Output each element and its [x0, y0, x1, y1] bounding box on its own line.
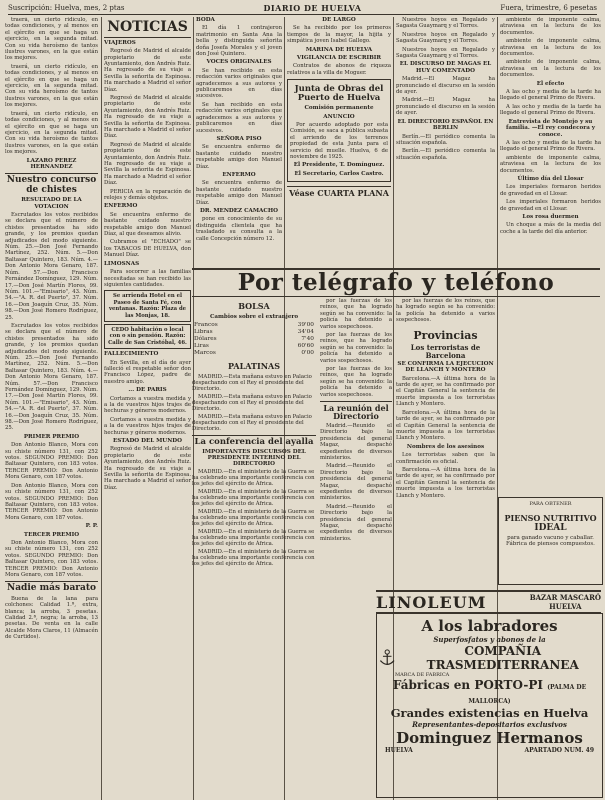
notice-label: ANUNCIO	[323, 113, 355, 120]
ad-headline: Nadie más barato	[6, 583, 97, 594]
currency-value: 39'00	[297, 322, 314, 328]
ad-subline: Superfosfatos y abonos de la	[433, 635, 546, 644]
item-heading: Último día del Llosar	[517, 175, 584, 182]
currency-name: Francos	[194, 322, 218, 328]
item-heading: MARINA DE HUELVA	[305, 46, 373, 53]
item-heading: LIMOSNAS	[104, 260, 140, 267]
article-text: traerá, un cierto ridículo, en todas condiciones, y al menos en el ejército en que se haga un ejercicio, en la segunda mitad. Con su vida heroísmo de tantos ilustres varones, en la que están los mejores.	[5, 110, 98, 156]
item-heading: VIGILANCIA DE ESCRIBIR	[296, 55, 382, 62]
provinces-headline: Provincias	[413, 328, 478, 342]
news-text: MADRID.—En el ministerio de la Guerra se ha celebrado una importante conferencia con los jefes del ejército de África.	[192, 468, 315, 487]
news-text: Nuestros hoyos en Regalado y Sagasta Guaymarq y el Torres.	[396, 17, 495, 30]
anchor-icon	[377, 647, 397, 669]
ad-kicker: PARA OBTENER	[529, 501, 572, 507]
news-text: Barcelona.—A última hora de la tarde de ayer, se ha confirmado por el Capitán General la sentencia de muerte impuesta a los terroristas Llanch y Montero.	[396, 409, 495, 442]
see-page-note: Véase CUARTA PLANA	[287, 186, 391, 197]
news-text: Madrid.—El Magaz ha pronunciado el discurso en la sesión de ayer.	[396, 76, 495, 96]
news-text: En Sevilla, en el día de ayer falleció el respetable señor don Francisco López, padre de nuestro amigo.	[104, 359, 191, 385]
prize-heading: TERCER PREMIO	[23, 531, 80, 538]
news-text: ambiente de imponente calma, atraviesa en la lectura de los documentos.	[500, 59, 601, 79]
news-text: A las ocho y media de la tarde ha llegado el general Primo de Rivera.	[500, 139, 601, 153]
news-text: Los imperiales formaron heridos de gravedad en el Llosar.	[500, 199, 601, 212]
table-row	[192, 350, 316, 357]
item-heading: BODA	[196, 17, 215, 23]
column-5	[396, 17, 495, 265]
table-row	[192, 329, 316, 336]
news-text: Para socorrer a las familias necesitadas se han recibido las siguientes cantidades.	[104, 269, 191, 288]
news-text: Un choque a más de la media del coche a la tarde del día anterior.	[500, 222, 601, 235]
news-text: Barcelona.—A última hora de la tarde de ayer, se ha confirmado por el Capitán General la sentencia de muerte impuesta a los terroristas Llanch y Montero.	[396, 375, 495, 408]
notice-text: Por acuerdo adoptado por esta Comisión, se saca a pública subasta el arriendo de los terrenos propiedad de esta Junta para el servicio del muelle. Huelva, 6 de noviembre de 1925.	[290, 121, 388, 160]
currency-value: 7'40	[301, 336, 314, 342]
prize-text: Don Antonio Blanco, Mora con su chiste número 131, con 252 votos. SEGUNDO PREMIO: Don Baltasar Quintero, con 183 votos. TERCER PREMIO: Don Antonio Mora Genaro, con 187 votos.	[5, 442, 98, 481]
news-text: MADRID.—Esta mañana estuvo en Palacio despachando con el Rey el presidente del Directorio.	[192, 414, 312, 432]
article-signature: LAZARO PEREZ HERNANDEZ	[26, 157, 77, 170]
stock-section	[192, 298, 316, 569]
ad-text: Buena de la lana para colchones: Calidad 1.ª, extra, blanca; la arroba, 3 pesetas. Calidad 2.ª, negra; la arroba, 13 pesetas. De venta en la calle Alcalde Mora Claros, 11 (Almacén de Curtidos).	[5, 595, 98, 641]
company-name: COMPAÑIA TRASMEDITERRANEA	[426, 644, 579, 672]
masthead-bar	[8, 2, 597, 15]
news-text: MADRID.—En el ministerio de la Guerra se ha celebrado una importante conferencia con los jefes del ejército de África.	[192, 488, 315, 507]
news-text: MADRID.—En el ministerio de la Guerra se ha celebrado una importante conferencia con los jefes del ejército de África.	[192, 548, 315, 567]
bazar-block	[530, 593, 601, 611]
item-heading: DR. MENDEZ CAMACHO	[199, 207, 279, 214]
item-heading: EL DIRECTORIO ESPAÑOL EN BERLIN	[397, 118, 494, 132]
subscription-info: Suscripción: Huelva, mes, 2 ptas	[8, 4, 125, 12]
news-text: Berlín.—El periódico comenta la situación española.	[396, 148, 495, 161]
item-heading: ESTADO DEL MUNDO	[112, 438, 183, 445]
notice-box	[287, 79, 391, 182]
notice-signature: El Presidente, T. Domínguez.	[293, 162, 385, 169]
news-text: Los terroristas saben que la confirmación es oficial.	[396, 452, 495, 465]
currency-name: Libras	[194, 329, 213, 335]
news-text: Nuestros hoyos en Regalado y Sagasta Guaymarq y el Torres.	[396, 46, 495, 60]
classified-box: CEDO habitación o local con o sin pensión. Razón: Calle de San Cristóbal, 46.	[104, 324, 191, 349]
news-text: ambiente de imponente calma, atraviesa en la lectura de los documentos.	[500, 154, 601, 174]
news-text: Regresó de Madrid el alcalde propietario de este Ayuntamiento, don Andrés Ruiz. Ha regresado de su viaje a Sevilla la señorita de Espinosa. Ha marchado a Madrid el señor Díaz.	[104, 446, 191, 491]
item-heading: EL DISCURSO DE MAGAS EL HUY COMENTADO	[399, 61, 492, 74]
news-text: Madrid.—Reunido el Directorio bajo la presidencia del general Magaz, despachó expedientes de diversos ministerios.	[320, 463, 392, 502]
news-text: Cortamos a vuestra medida y a la de vuestros hijos trajes de hechuras y géneros modernos.	[104, 416, 191, 436]
news-text: Se encuentra enfermo de bastante cuidado nuestro respetable amigo don Manuel Díaz.	[196, 144, 282, 170]
ad-brand-mark: IDEAL	[534, 523, 567, 533]
notice-signature: El Secretario, Carlos Castro.	[294, 170, 384, 177]
newspaper-title: DIARIO DE HUELVA	[263, 3, 362, 13]
news-text: Regresó de Madrid el alcalde propietario de este Ayuntamiento, don Andrés Ruiz. Ha regresado de su viaje a Sevilla la señorita de Espinosa. Ha marchado a Madrid el señor Díaz.	[104, 48, 191, 93]
news-text: pone en conocimiento de su distinguida clientela que ha trasladado su consulta a la calle Concepción número 12.	[196, 216, 282, 242]
telegraph-headline: Por telégrafo y teléfono	[192, 268, 600, 297]
news-text: Cubramos el "ECHADO" se los TABACOS DE HUELVA, don Manuel Díaz.	[104, 239, 191, 259]
factory-location: (PALMA DE MALLORCA)	[468, 684, 587, 705]
city: HUELVA	[385, 747, 413, 754]
news-text: por las fuerzas de los reinos, que ha logrado según se ha convenido: la policía ha detenido a varios sospechosos.	[320, 298, 392, 330]
currency-name: Dólares	[194, 336, 217, 342]
news-text: A las ocho y media de la tarde ha llegado el general Primo de Rivera.	[500, 103, 601, 117]
classified-box: Se arrienda Hotel en el Paseo de Santa Fé, con ventanas. Razón: Plaza de las Monjas, 18.	[104, 290, 191, 322]
news-text: Madrid.—El Magaz ha pronunciado el discurso en la sesión de ayer.	[396, 97, 495, 117]
news-text: MADRID.—En el ministerio de la Guerra se ha celebrado una importante conferencia con los jefes del ejército de África.	[192, 528, 315, 547]
news-text: Se ha recibido por los primeros tiempos de la mayor, la hijita y simpática joven Isabel Gallego.	[287, 25, 391, 45]
exchange-table	[192, 322, 316, 357]
column-1	[5, 17, 98, 797]
news-text: Nuestros hoyos en Regalado y Sagasta Guaymarq y el Torres.	[396, 31, 495, 45]
item-heading: Entrevista de Montejo y su familia. —El rey condecora y conoce.	[505, 118, 596, 138]
prize-heading: PRIMER PREMIO	[23, 433, 80, 440]
news-text: Se encuentra enfermo de bastante cuidado nuestro respetable amigo don Manuel Díaz, al que deseamos alivio.	[104, 211, 191, 238]
linoleum-label: LINOLEUM	[376, 592, 487, 612]
item-heading: SEÑORA PISO	[216, 135, 262, 142]
news-text: por las fuerzas de los reinos, que ha logrado según se ha convenido: la policía ha detenido a varios sospechosos.	[320, 332, 392, 364]
representatives-line: Representantes-depositarios exclusivos	[412, 720, 567, 729]
ad-headline: A los labradores	[421, 617, 558, 635]
item-heading: El efecto	[536, 80, 565, 87]
notice-title: Junta de Obras del Puerto de Huelva	[294, 84, 384, 104]
news-text: Madrid.—Reunido el Directorio bajo la presidencia del general Magaz, despachó expedientes de diversos ministerios.	[320, 503, 392, 542]
item-heading: DE LARGO	[322, 17, 356, 23]
factory-line	[377, 678, 602, 706]
item-heading: VIAJEROS	[104, 39, 136, 46]
stock-title: BOLSA	[238, 301, 270, 311]
news-text: Se han recibido en esta redacción varios originales que agradecemos a sus autores y publicaremos en días sucesivos.	[196, 67, 282, 100]
conference-headline: La conferencia del ayalla	[192, 435, 316, 447]
news-text: PERICIA en la reparación de relojes y demás objetos.	[104, 188, 191, 202]
currency-name: Marcos	[194, 350, 216, 356]
item-heading: Nombres de los asesinos	[406, 443, 485, 450]
news-text: por las fuerzas de los reinos, que ha logrado según se ha convenido: la policía ha detenido a varios sospechosos.	[320, 366, 392, 398]
currency-name: Liras	[194, 343, 209, 349]
ad-product-name: PIENSO NUTRITIVO	[504, 513, 597, 523]
news-text: Se encuentra enfermo de bastante cuidado nuestro respetable amigo don Manuel Díaz.	[196, 180, 282, 206]
table-row	[192, 343, 316, 350]
address-line	[377, 747, 602, 754]
section-title: NOTICIAS	[104, 20, 191, 38]
bazar-city: HUELVA	[549, 602, 582, 611]
conference-subhead: IMPORTANTES DISCURSOS DEL PRESIDENTE INTERINO DEL DIRECTORIO	[202, 448, 306, 467]
column-2	[104, 17, 191, 797]
news-text: Cortamos a vuestra medida y a la de vuestros hijos trajes de hechuras y géneros modernos.	[104, 395, 191, 415]
stock-line: Grandes existencias en Huelva	[390, 706, 589, 720]
contest-results: Escrutados los votos recibidos se declara que el número de chistes presentados ha sido grande, y los premios quedan adjudicados del modo siguiente. Núm. 25.—Don José Fernando Martínez, 252. Núm. 5.—Don Baltasar Quintero, 183. Núm. 4.—Don Antonio Mora Genaro, 187. Núm. 57.—Don Francisco Fernández Domínguez, 129. Núm. 17.—Don José Martín Flores, 99. Núm. 101.—"Emisario", 43. Núm. 54.—"A. R. del Puerto", 37. Núm. 16.—Don Joaquín Cruz, 35. Núm. 98.—Don José Romero Rodríguez, 25.	[5, 322, 98, 432]
company-brothers: Dominguez Hermanos	[396, 729, 583, 747]
news-text: Regresó de Madrid el alcalde propietario de este Ayuntamiento, don Andrés Ruiz. Ha regresado de su viaje a Sevilla la señorita de Espinosa. Ha marchado a Madrid el señor Díaz.	[104, 94, 191, 140]
ad-body: para ganado vacuno y caballar. Fábrica de piensos compuestos.	[506, 535, 595, 547]
column-3	[196, 17, 282, 265]
contest-subhead: RESULTADO DE LA VOTACION	[21, 197, 82, 210]
news-text: MADRID.—En el ministerio de la Guerra se ha celebrado una importante conferencia con los jefes del ejército de África.	[192, 508, 315, 527]
po-box: APARTADO NUM. 49	[524, 747, 594, 754]
currency-value: 60'60	[297, 343, 314, 349]
news-text: ambiente de imponente calma, atraviesa en la lectura de los documentos.	[500, 38, 601, 58]
bazar-name: BAZAR MASCARÓ	[529, 593, 601, 602]
column-6	[500, 17, 601, 492]
column-provinces	[396, 298, 495, 588]
provinces-subhead: Los terroristas de Barcelona	[410, 343, 481, 360]
item-heading: FALLECIMIENTO	[104, 351, 159, 358]
item-heading: ... DE PARIS	[128, 387, 167, 394]
article-text: traerá, un cierto ridículo, en todas condiciones, y al menos en el ejército en que se haga un ejercicio, en la segunda mitad. Con su vida heroísmo de tantos ilustres varones, en la que están los mejores.	[5, 63, 98, 109]
news-text: Berlín.—El periódico comenta la situación española.	[396, 133, 495, 146]
news-text: Madrid.—Reunido el Directorio bajo la presidencia del general Magaz, despachó expedientes de diversos ministerios.	[320, 422, 392, 461]
article-text: traerá, un cierto ridículo, en todas condiciones, y al menos en el ejército en que se haga un ejercicio, en la segunda mitad. Con su vida heroísmo de tantos ilustres varones, en la que están los mejores.	[5, 17, 98, 62]
item-heading: VOCES ORIGINALES	[206, 59, 272, 66]
prize-text: Don Antonio Blanco, Mora con su chiste número 131, con 252 votos. SEGUNDO PREMIO: Don Baltasar Quintero, con 183 votos. TERCER PREMIO: Don Antonio Mora Genaro, con 187 votos.	[5, 482, 98, 521]
article-signature: P. P.	[85, 523, 98, 530]
table-row	[192, 336, 316, 343]
news-text: A las ocho y media de la tarde ha llegado el general Primo de Rivera.	[500, 89, 601, 102]
prize-text: Don Antonio Blanco, Mora con su chiste número 131, con 252 votos. SEGUNDO PREMIO: Don Baltasar Quintero, con 183 votos. TERCER PREMIO: Don Antonio Mora Genaro, con 187 votos.	[5, 539, 98, 578]
subscription-outside: Fuera, trimestre, 6 pesetas	[500, 4, 597, 12]
fertilizer-advertisement	[376, 613, 603, 798]
company-line	[377, 644, 602, 672]
news-text: por las fuerzas de los reinos, que ha logrado según se ha convenido: la policía ha detenido a varios sospechosos.	[396, 298, 495, 324]
feed-advertisement	[498, 497, 603, 585]
stock-subtitle: Cambios sobre el extranjero	[209, 314, 299, 320]
news-text: Regresó de Madrid el alcalde propietario de este Ayuntamiento, don Andrés Ruiz. Ha regresado de su viaje a Sevilla la señorita de Espinosa. Ha marchado a Madrid el señor Díaz.	[104, 141, 191, 187]
factory-name: Fábricas en PORTO-PI	[392, 678, 543, 692]
currency-value: 34'04	[297, 329, 314, 335]
news-text: MADRID.—Esta mañana estuvo en Palacio despachando con el Rey el presidente del Directorio.	[192, 374, 312, 392]
item-heading: PALATINAS	[227, 361, 281, 371]
column-mid	[320, 298, 392, 588]
table-row	[192, 322, 316, 329]
news-text: El día 1 contrajeron matrimonio en Santa Ana la bella y distinguida señorita doña Josefa Morales y el joven don José Quintero.	[196, 25, 282, 58]
currency-value: 0'00	[301, 350, 314, 356]
news-text: Los imperiales formaron heridos de gravedad en el Llosar.	[500, 184, 601, 197]
item-heading: ENFERMO	[104, 203, 138, 210]
column-rule	[101, 17, 102, 800]
news-text: Se han recibido en esta redacción varios originales que agradecemos a sus autores y publicaremos en días sucesivos.	[196, 101, 282, 134]
linoleum-advertisement	[376, 590, 601, 613]
news-text: MADRID.—Esta mañana estuvo en Palacio despachando con el Rey el presidente del Directorio.	[192, 394, 312, 412]
trademark-label: MARCA DE FABRICA	[395, 672, 450, 678]
news-text: Barcelona.—A última hora de la tarde de ayer, se ha confirmado por el Capitán General la sentencia de muerte impuesta a los terroristas Llanch y Montero.	[396, 466, 495, 499]
notice-subtitle: Comisión permanente	[304, 105, 374, 112]
contest-headline: Nuestro concurso de chistes	[6, 175, 97, 195]
news-text: ambiente de imponente calma, atraviesa en la lectura de los documentos.	[500, 17, 601, 36]
news-text: Contratos de abonos de riqueza relativos a la villa de Moguer.	[287, 63, 391, 76]
meeting-headline: La reunión del Directorio	[320, 401, 392, 421]
contest-results: Escrutados los votos recibidos se declara que el número de chistes presentados ha sido grande, y los premios quedan adjudicados del modo siguiente. Núm. 25.—Don José Fernando Martínez, 252. Núm. 5.—Don Baltasar Quintero, 183. Núm. 4.—Don Antonio Mora Genaro, 187. Núm. 57.—Don Francisco Fernández Domínguez, 129. Núm. 17.—Don José Martín Flores, 99. Núm. 101.—"Emisario", 43. Núm. 54.—"A. R. del Puerto", 37. Núm. 16.—Don Joaquín Cruz, 35. Núm. 98.—Don José Romero Rodríguez, 25.	[5, 212, 98, 321]
item-heading: Los rosa duermen	[522, 213, 579, 220]
column-4	[287, 17, 391, 265]
provinces-subhead-2: SE CONFIRMA LA EJECUCION DE LLANCH Y MONTERO	[397, 360, 494, 374]
item-heading: ENFERMO	[222, 171, 256, 178]
